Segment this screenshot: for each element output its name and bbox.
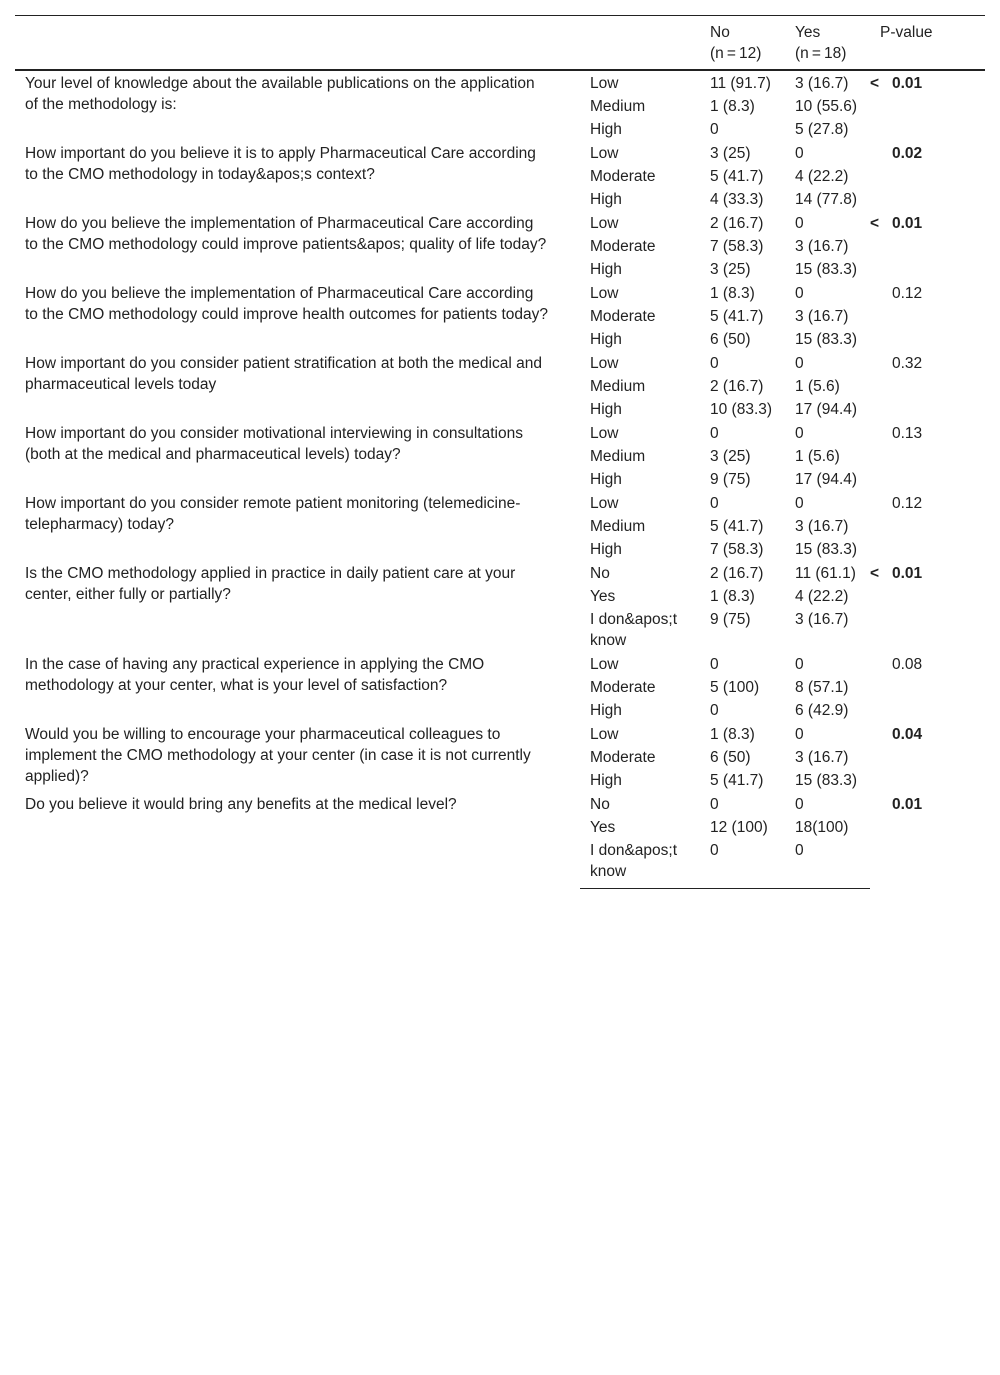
question-cell: Would you be willing to encourage your pharmaceutical colleagues to implement the CMO methodology at your center (in case it is not currently applied)? xyxy=(25,726,531,785)
question-cell: In the case of having any practical experience in applying the CMO methodology at your center, what is your level of satisfaction? xyxy=(25,656,485,694)
yes-value-cell: 5 (27.8) xyxy=(795,121,849,138)
pvalue-prefix xyxy=(870,283,892,304)
question-cell: How important do you consider remote patient monitoring (telemedicine-telepharmacy) today? xyxy=(25,495,521,533)
no-value-cell: 1 (8.3) xyxy=(710,98,755,115)
yes-value-cell: 8 (57.1) xyxy=(795,679,849,696)
pvalue-wrapper xyxy=(870,73,930,94)
pvalue-cell xyxy=(870,141,985,211)
pvalue-prefix xyxy=(870,143,892,164)
yes-value-cell: 3 (16.7) xyxy=(795,518,849,535)
response-label-cell: High xyxy=(590,702,622,719)
pvalue-cell xyxy=(870,281,985,351)
header-yes-label: Yes xyxy=(795,24,821,41)
pvalue-text: 0.08 xyxy=(892,656,923,673)
pvalue-cell xyxy=(870,351,985,421)
pvalue-wrapper xyxy=(870,353,930,374)
response-label-cell: High xyxy=(590,541,622,558)
pvalue-text: 0.01 xyxy=(892,796,923,813)
question-cell: How important do you consider patient stratification at both the medical and pharmaceutical levels today xyxy=(25,355,542,393)
yes-value-cell: 11 (61.1) xyxy=(795,565,856,582)
yes-value-cell: 3 (16.7) xyxy=(795,749,849,766)
yes-value-cell: 0 xyxy=(795,285,804,302)
response-label-cell: Medium xyxy=(590,448,646,465)
pvalue-prefix xyxy=(870,794,892,815)
question-cell: How do you believe the implementation of Pharmaceutical Care according to the CMO methodology could improve patients&apos; quality of life today? xyxy=(25,215,547,253)
yes-value-cell: 0 xyxy=(795,355,804,372)
yes-value-cell: 0 xyxy=(795,425,804,442)
table-row xyxy=(15,351,985,375)
pvalue-text: 0.12 xyxy=(892,285,923,302)
response-label-cell: High xyxy=(590,331,622,348)
pvalue-wrapper xyxy=(870,794,930,815)
response-label-cell: Low xyxy=(590,75,619,92)
pvalue-wrapper xyxy=(870,654,930,675)
pvalue-cell xyxy=(870,561,985,652)
response-label-cell: I don&apos;t know xyxy=(580,839,700,889)
no-value-cell: 0 xyxy=(710,796,719,813)
yes-value-cell: 6 (42.9) xyxy=(795,702,849,719)
response-label-cell: Low xyxy=(590,215,619,232)
response-label-cell: High xyxy=(590,191,622,208)
yes-value-cell: 15 (83.3) xyxy=(795,541,858,558)
no-value-cell: 12 (100) xyxy=(710,819,768,836)
response-label-cell: Low xyxy=(590,656,619,673)
pvalue-text: 0.01 xyxy=(892,565,923,582)
header-yes-count: (n = 18) xyxy=(795,45,847,62)
yes-value-cell: 0 xyxy=(795,796,804,813)
pvalue-wrapper xyxy=(870,724,930,745)
no-value-cell: 9 (75) xyxy=(710,471,751,488)
yes-value-cell: 0 xyxy=(795,215,804,232)
header-no-label: No xyxy=(710,24,730,41)
yes-value-cell: 15 (83.3) xyxy=(795,331,858,348)
no-value-cell: 5 (41.7) xyxy=(710,168,764,185)
pvalue-cell xyxy=(870,491,985,561)
yes-value-cell: 0 xyxy=(785,839,870,889)
yes-value-cell: 14 (77.8) xyxy=(795,191,858,208)
response-label-cell: Medium xyxy=(590,98,646,115)
response-label-cell: Moderate xyxy=(590,749,656,766)
pvalue-cell xyxy=(870,792,985,889)
header-yes-column xyxy=(785,16,870,71)
no-value-cell: 0 xyxy=(710,425,719,442)
response-label-cell: High xyxy=(590,471,622,488)
no-value-cell: 2 (16.7) xyxy=(710,215,764,232)
pvalue-text: 0.12 xyxy=(892,495,923,512)
table-row xyxy=(15,211,985,235)
pvalue-wrapper xyxy=(870,283,930,304)
response-label-cell: Low xyxy=(590,726,619,743)
no-value-cell: 4 (33.3) xyxy=(710,191,764,208)
header-no-column xyxy=(700,16,785,71)
no-value-cell: 10 (83.3) xyxy=(710,401,773,418)
no-value-cell: 0 xyxy=(700,839,785,889)
no-value-cell: 9 (75) xyxy=(710,611,751,628)
header-pvalue-column xyxy=(870,16,985,71)
response-label-cell: High xyxy=(590,401,622,418)
yes-value-cell: 0 xyxy=(795,145,804,162)
question-cell: How do you believe the implementation of Pharmaceutical Care according to the CMO methodology could improve health outcomes for patients today? xyxy=(25,285,548,323)
header-pvalue-label: P-value xyxy=(880,24,933,41)
header-question xyxy=(15,16,580,71)
table-header xyxy=(15,16,985,71)
response-label-cell: Moderate xyxy=(590,238,656,255)
table-row xyxy=(15,281,985,305)
table-row xyxy=(15,792,985,816)
header-response xyxy=(580,16,700,71)
response-label-cell: I don&apos;t know xyxy=(590,611,678,649)
response-label-cell: Medium xyxy=(590,518,646,535)
response-label-cell: Low xyxy=(590,145,619,162)
yes-value-cell: 17 (94.4) xyxy=(795,401,858,418)
pvalue-wrapper xyxy=(870,423,930,444)
pvalue-text: 0.32 xyxy=(892,355,923,372)
no-value-cell: 6 (50) xyxy=(710,749,751,766)
no-value-cell: 0 xyxy=(710,702,719,719)
response-label-cell: No xyxy=(590,565,610,582)
response-label-cell: Moderate xyxy=(590,168,656,185)
yes-value-cell: 3 (16.7) xyxy=(795,611,849,628)
response-label-cell: Low xyxy=(590,425,619,442)
pvalue-text: 0.02 xyxy=(892,145,923,162)
pvalue-cell xyxy=(870,70,985,141)
yes-value-cell: 1 (5.6) xyxy=(795,448,840,465)
question-cell: Your level of knowledge about the available publications on the application of the methodology is: xyxy=(25,75,535,113)
pvalue-prefix: < xyxy=(870,75,880,92)
yes-value-cell: 3 (16.7) xyxy=(795,238,849,255)
pvalue-text: 0.04 xyxy=(892,726,923,743)
header-no-count: (n = 12) xyxy=(710,45,762,62)
response-label-cell: Low xyxy=(590,285,619,302)
yes-value-cell: 4 (22.2) xyxy=(795,168,849,185)
response-label-cell: High xyxy=(590,772,622,789)
yes-value-cell: 10 (55.6) xyxy=(795,98,858,115)
response-label-cell: High xyxy=(590,261,622,278)
yes-value-cell: 0 xyxy=(795,495,804,512)
response-label-cell: No xyxy=(590,796,610,813)
no-value-cell: 0 xyxy=(710,121,719,138)
table-row xyxy=(15,491,985,515)
response-label-cell: High xyxy=(590,121,622,138)
table-row xyxy=(15,141,985,165)
yes-value-cell: 15 (83.3) xyxy=(795,261,858,278)
pvalue-text: 0.01 xyxy=(892,215,923,232)
pvalue-prefix: < xyxy=(870,215,880,232)
yes-value-cell: 17 (94.4) xyxy=(795,471,858,488)
header-row xyxy=(15,16,985,71)
no-value-cell: 7 (58.3) xyxy=(710,541,764,558)
pvalue-prefix xyxy=(870,493,892,514)
table-row xyxy=(15,722,985,746)
pvalue-prefix xyxy=(870,353,892,374)
response-label-cell: Yes xyxy=(590,588,616,605)
response-label-cell: Moderate xyxy=(590,308,656,325)
yes-value-cell: 3 (16.7) xyxy=(795,308,849,325)
pvalue-cell xyxy=(870,211,985,281)
table-row xyxy=(15,421,985,445)
response-label-cell: Low xyxy=(590,355,619,372)
pvalue-text: 0.13 xyxy=(892,425,923,442)
yes-value-cell: 1 (5.6) xyxy=(795,378,840,395)
table-row xyxy=(15,70,985,95)
no-value-cell: 5 (41.7) xyxy=(710,772,764,789)
no-value-cell: 0 xyxy=(710,355,719,372)
survey-results-table xyxy=(15,15,985,889)
response-label-cell: Moderate xyxy=(590,679,656,696)
no-value-cell: 6 (50) xyxy=(710,331,751,348)
no-value-cell: 0 xyxy=(710,495,719,512)
pvalue-prefix xyxy=(870,423,892,444)
question-cell: How important do you believe it is to apply Pharmaceutical Care according to the CMO methodology in today&apos;s context? xyxy=(25,145,536,183)
no-value-cell: 1 (8.3) xyxy=(710,726,755,743)
pvalue-cell xyxy=(870,421,985,491)
no-value-cell: 3 (25) xyxy=(710,261,751,278)
yes-value-cell: 0 xyxy=(795,656,804,673)
pvalue-prefix: < xyxy=(870,565,880,582)
yes-value-cell: 18(100) xyxy=(795,819,849,836)
response-label-cell: Yes xyxy=(590,819,616,836)
pvalue-wrapper xyxy=(870,563,930,584)
table-row xyxy=(15,561,985,585)
no-value-cell: 2 (16.7) xyxy=(710,378,764,395)
pvalue-cell xyxy=(870,652,985,722)
yes-value-cell: 0 xyxy=(795,726,804,743)
no-value-cell: 2 (16.7) xyxy=(710,565,764,582)
pvalue-cell xyxy=(870,722,985,792)
no-value-cell: 7 (58.3) xyxy=(710,238,764,255)
question-cell: Is the CMO methodology applied in practice in daily patient care at your center, either fully or partially? xyxy=(25,565,516,603)
no-value-cell: 5 (100) xyxy=(710,679,760,696)
pvalue-prefix xyxy=(870,654,892,675)
pvalue-wrapper xyxy=(870,493,930,514)
no-value-cell: 1 (8.3) xyxy=(710,285,755,302)
pvalue-prefix xyxy=(870,724,892,745)
no-value-cell: 0 xyxy=(710,656,719,673)
question-cell: How important do you consider motivational interviewing in consultations (both at the medical and pharmaceutical levels) today? xyxy=(25,425,523,463)
no-value-cell: 11 (91.7) xyxy=(710,75,771,92)
response-label-cell: Medium xyxy=(590,378,646,395)
no-value-cell: 3 (25) xyxy=(710,145,751,162)
yes-value-cell: 3 (16.7) xyxy=(795,75,849,92)
pvalue-text: 0.01 xyxy=(892,75,923,92)
no-value-cell: 5 (41.7) xyxy=(710,308,764,325)
survey-results-table-container xyxy=(15,15,985,889)
yes-value-cell: 15 (83.3) xyxy=(795,772,858,789)
yes-value-cell: 4 (22.2) xyxy=(795,588,849,605)
table-body xyxy=(15,70,985,889)
table-row xyxy=(15,652,985,676)
question-cell: Do you believe it would bring any benefits at the medical level? xyxy=(25,796,457,813)
no-value-cell: 5 (41.7) xyxy=(710,518,764,535)
no-value-cell: 1 (8.3) xyxy=(710,588,755,605)
no-value-cell: 3 (25) xyxy=(710,448,751,465)
pvalue-wrapper xyxy=(870,143,930,164)
response-label-cell: Low xyxy=(590,495,619,512)
pvalue-wrapper xyxy=(870,213,930,234)
